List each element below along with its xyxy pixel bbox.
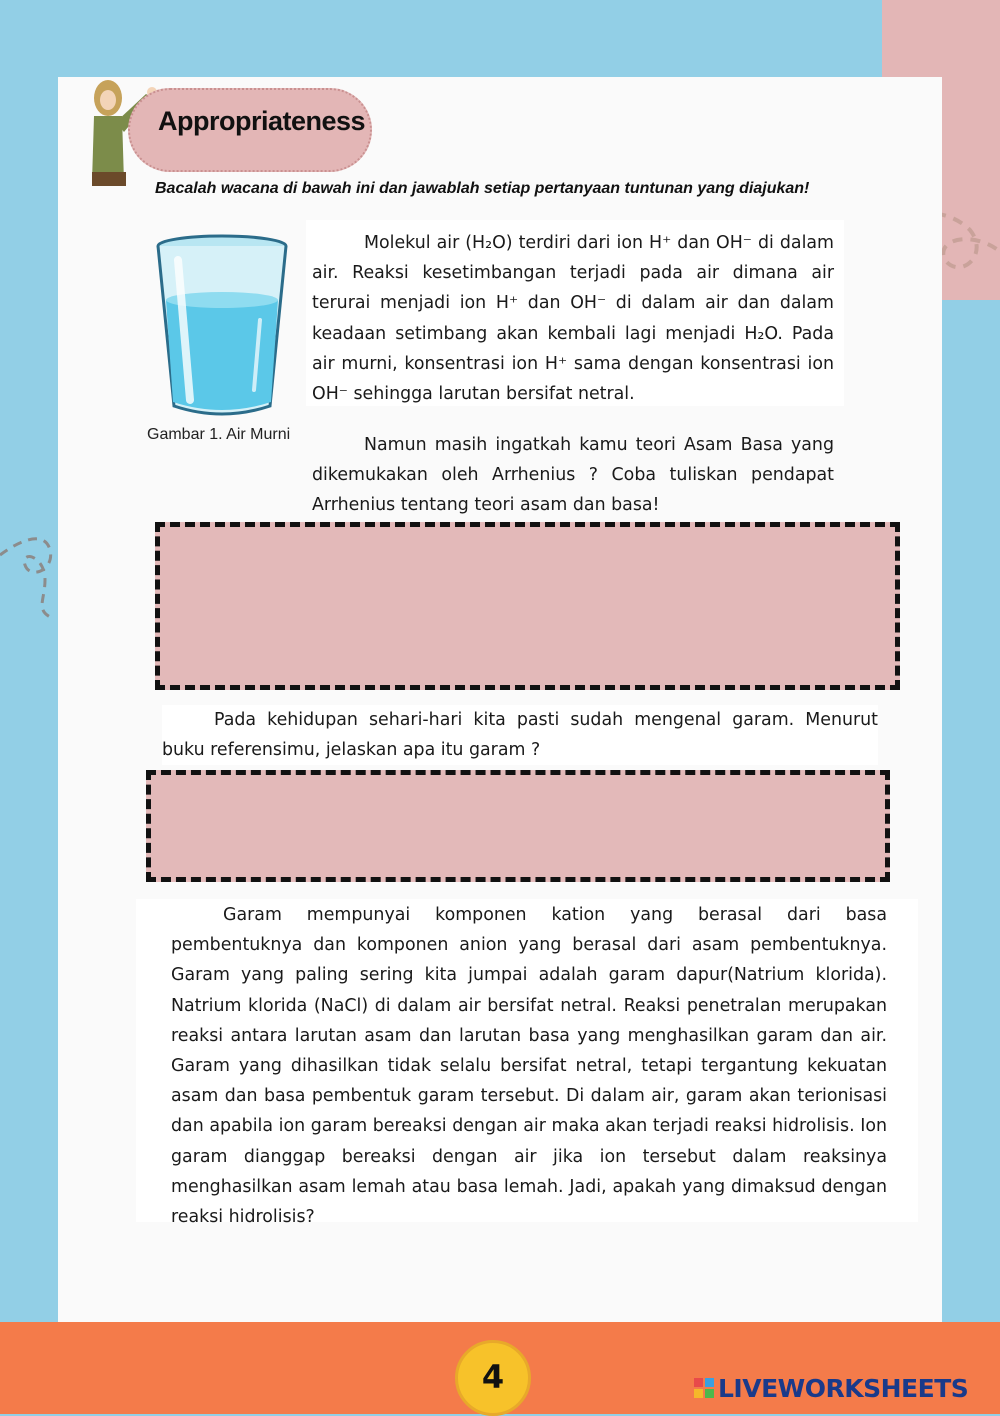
paragraph-2: Namun masih ingatkah kamu teori Asam Basa yang dikemukakan oleh Arrhenius ? Coba tuliskan pendapat Arrhenius tentang teori asam dan basa! bbox=[312, 435, 834, 516]
page-title: Appropriateness bbox=[158, 106, 366, 136]
figure-caption: Gambar 1. Air Murni bbox=[147, 426, 291, 443]
glass-of-water-icon bbox=[150, 230, 294, 420]
paragraph-1: Molekul air (H₂O) terdiri dari ion H⁺ dan OH⁻ di dalam air. Reaksi kesetimbangan terjadi pada air dimana air terurai menjadi ion H⁺ dan OH⁻ di dalam air dan dalam keadaan setimbang akan kembali lagi menjadi H₂O. Pada air murni, konsentrasi ion H⁺ sama dengan konsentrasi ion OH⁻ sehingga larutan bersifat netral. bbox=[312, 233, 834, 405]
page-number: 4 bbox=[455, 1340, 531, 1416]
paragraph-3: Pada kehidupan sehari-hari kita pasti sudah mengenal garam. Menurut buku referensimu, jelaskan apa itu garam ? bbox=[162, 705, 878, 765]
answer-box-garam[interactable] bbox=[146, 770, 890, 882]
instruction-text: Bacalah wacana di bawah ini dan jawablah setiap pertanyaan tuntunan yang diajukan! bbox=[155, 180, 810, 197]
liveworksheets-logo-icon bbox=[694, 1378, 714, 1398]
paragraph-4: Garam mempunyai komponen kation yang berasal dari basa pembentuknya dan komponen anion yang berasal dari asam pembentuknya. Garam yang paling sering kita jumpai adalah garam dapur(Natrium klorida). Natrium klorida (NaCl) di dalam air bersifat netral. Reaksi penetralan merupakan reaksi antara larutan asam dan larutan basa yang menghasilkan garam dan air. Garam yang dihasilkan tidak selalu bersifat netral, tetapi tergantung kekuatan asam dan basa pembentuk garam tersebut. Di dalam air, garam akan terionisasi dan apabila ion garam bereaksi dengan air maka akan terjadi reaksi hidrolisis. Ion garam dianggap bereaksi dengan air jika ion tersebut dalam reaksinya menghasilkan asam lemah atau basa lemah. Jadi, apakah yang dimaksud dengan reaksi hidrolisis? bbox=[171, 905, 887, 1228]
brand-name[interactable]: LIVEWORKSHEETS bbox=[718, 1374, 969, 1403]
answer-box-arrhenius[interactable] bbox=[155, 522, 900, 690]
